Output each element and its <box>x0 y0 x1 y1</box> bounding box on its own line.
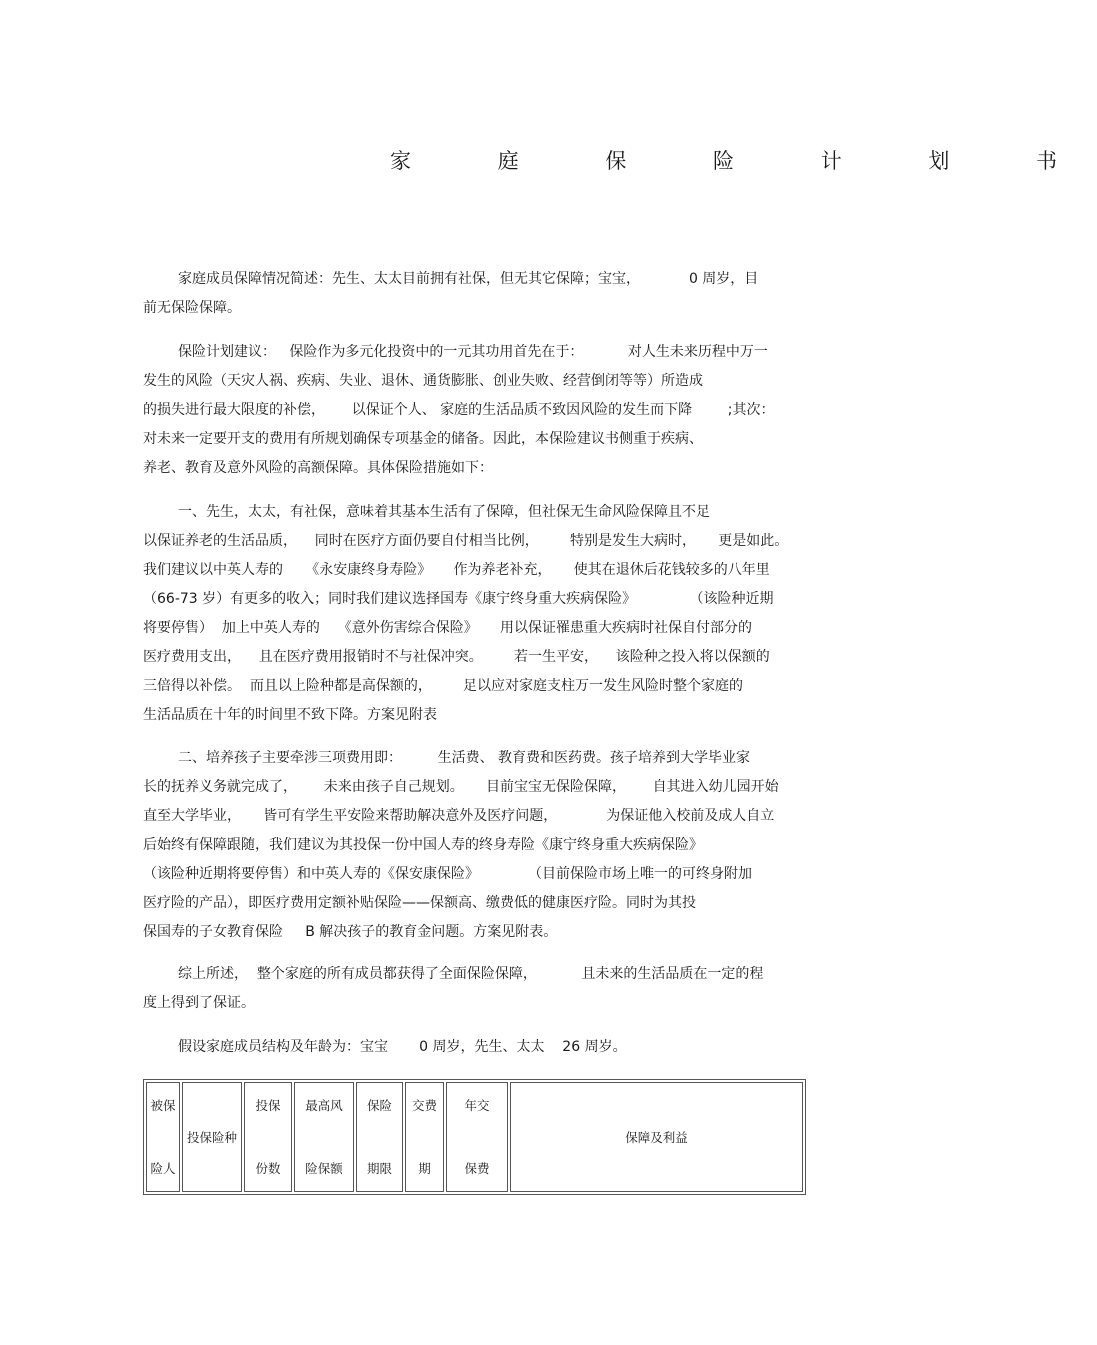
text-line: 直至大学毕业， 皆可有学生平安险来帮助解决意外及医疗问题， 为保证他入校前及成人自立 <box>143 808 775 824</box>
text-line: 我们建议以中英人寿的 《永安康终身寿险》 作为养老补充， 使其在退休后花钱较多的八年里 <box>143 562 770 578</box>
paragraph-plan-advice <box>143 338 813 483</box>
insurance-plan-table <box>143 1079 806 1195</box>
text-line: 长的抚养义务就完成了， 未来由孩子自己规划。 目前宝宝无保险保障， 自其进入幼儿园开始 <box>143 779 779 795</box>
text-line: 前无保险保障。 <box>143 300 241 316</box>
text-line: （该险种近期将要停售）和中英人寿的《保安康保险》 （目前保险市场上唯一的可终身附加 <box>143 866 752 882</box>
text-line: 综上所述， 整个家庭的所有成员都获得了全面保险保障， 且未来的生活品质在一定的程 <box>178 966 764 982</box>
text-line: 三倍得以补偿。 而且以上险种都是高保额的， 足以应对家庭支柱万一发生风险时整个家庭的 <box>143 678 744 694</box>
page-title: 家 庭 保 险 计 划 书 <box>390 149 1097 173</box>
text-line: 发生的风险（天灾人祸、疾病、失业、退休、通货膨胀、创业失败、经营倒闭等等）所造成 <box>143 373 703 389</box>
paragraph-conclusion <box>143 960 813 1018</box>
text-line: 二、培养孩子主要牵涉三项费用即： 生活费、 教育费和医药费。孩子培养到大学毕业家 <box>178 750 751 766</box>
text-line: 医疗险的产品），即医疗费用定额补贴保险——保额高、缴费低的健康医疗险。同时为其投 <box>143 895 696 911</box>
text-line: 将要停售） 加上中英人寿的 《意外伤害综合保险》 用以保证罹患重大疾病时社保自付部分的 <box>143 620 752 636</box>
header-text: 保费 <box>464 1161 490 1176</box>
text-line: 的损失进行最大限度的补偿， 以保证个人、 家庭的生活品质不致因风险的发生而下降 ;其次： <box>143 402 775 418</box>
header-text: 投保 <box>255 1098 281 1113</box>
header-benefits <box>510 1082 803 1192</box>
header-term <box>356 1082 403 1192</box>
header-payment-period <box>405 1082 444 1192</box>
paragraph-section-two <box>143 744 813 947</box>
text-line: 后始终有保障跟随，我们建议为其投保一份中国人寿的终身寿险《康宁终身重大疾病保险》 <box>143 837 703 853</box>
text-line: 以保证养老的生活品质， 同时在医疗方面仍要自付相当比例， 特别是发生大病时， 更是如此。 <box>143 533 789 549</box>
text-line: 一、先生，太太，有社保，意味着其基本生活有了保障，但社保无生命风险保障且不足 <box>178 504 710 520</box>
header-annual-premium <box>446 1082 508 1192</box>
text-line: 家庭成员保障情况简述：先生、太太目前拥有社保，但无其它保障；宝宝， 0 周岁，目 <box>178 271 759 287</box>
text-line: （66-73 岁）有更多的收入；同时我们建议选择国寿《康宁终身重大疾病保险》 （该险种近期 <box>143 591 774 607</box>
header-text: 年交 <box>464 1098 490 1113</box>
text-line: 养老、教育及意外风险的高额保障。具体保险措施如下： <box>143 460 493 476</box>
header-units <box>244 1082 292 1192</box>
header-insurance-type <box>182 1082 242 1192</box>
header-text: 被保 <box>150 1098 176 1113</box>
paragraph-section-one <box>143 498 813 730</box>
header-text: 险保额 <box>305 1161 343 1176</box>
header-insured-person <box>146 1082 180 1192</box>
text-line: 医疗费用支出， 且在医疗费用报销时不与社保冲突。 若一生平安， 该险种之投入将以保额的 <box>143 649 770 665</box>
header-text: 期 <box>418 1161 431 1176</box>
header-text: 险人 <box>150 1161 176 1176</box>
header-text: 投保险种 <box>186 1129 237 1145</box>
text-line: 度上得到了保证。 <box>143 995 255 1011</box>
header-text: 交费 <box>411 1098 437 1113</box>
table-header-row <box>146 1082 803 1192</box>
text-line: 假设家庭成员结构及年龄为：宝宝 0 周岁，先生、太太 26 周岁。 <box>178 1039 627 1055</box>
header-text: 最高风 <box>305 1098 343 1113</box>
text-line: 保险计划建议： 保险作为多元化投资中的一元其功用首先在于： 对人生未来历程中万一 <box>178 344 768 360</box>
text-line: 生活品质在十年的时间里不致下降。方案见附表 <box>143 707 437 723</box>
text-line: 对未来一定要开支的费用有所规划确保专项基金的储备。因此，本保险建议书侧重于疾病、 <box>143 431 703 447</box>
header-max-coverage <box>294 1082 354 1192</box>
header-text: 期限 <box>366 1161 392 1176</box>
header-text: 保障及利益 <box>625 1129 688 1145</box>
text-line: 保国寿的子女教育保险 B 解决孩子的教育金问题。方案见附表。 <box>143 924 558 940</box>
header-text: 份数 <box>255 1161 281 1176</box>
paragraph-family-assumption <box>143 1033 813 1062</box>
header-text: 保险 <box>366 1098 392 1113</box>
paragraph-family-summary <box>143 265 813 323</box>
